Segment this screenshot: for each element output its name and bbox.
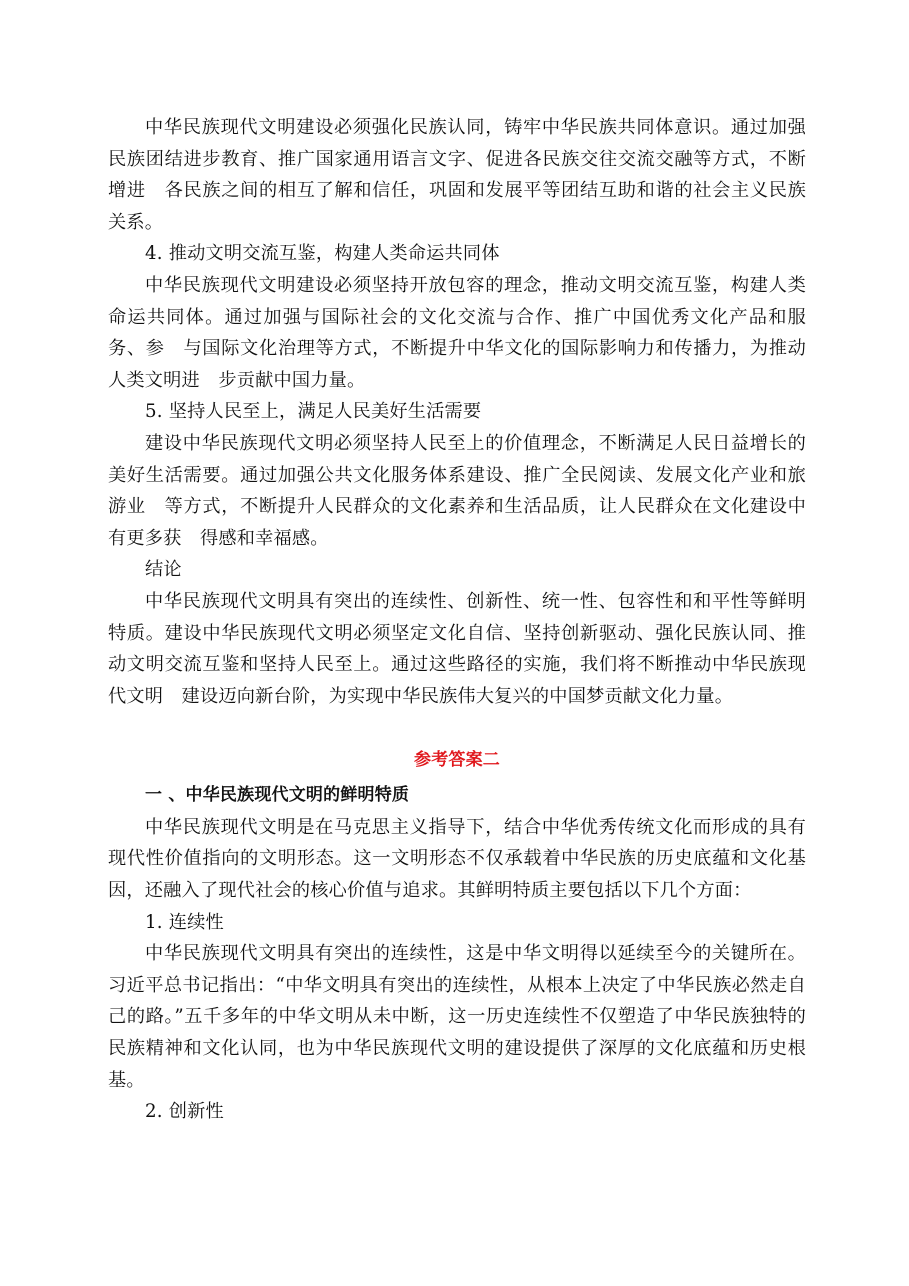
subheading-continuity: 1. 连续性 <box>145 911 224 933</box>
document-body <box>108 112 806 1128</box>
section-title-reference-answer-two: 参考答案二 <box>414 750 500 771</box>
subheading-people-first: 5. 坚持人民至上，满足人民美好生活需要 <box>145 401 482 423</box>
section-heading-distinct-traits: 一 、中华民族现代文明的鲜明特质 <box>145 785 410 806</box>
paragraph-people-first: 建设中华民族现代文明必须坚持人民至上的价值理念，不断满足人民日益增长的美好生活需要。通过加强公共文化服务体系建设、推广全民阅读、发展文化产业和旅游业 等方式，不断提升人民群众的文化素养和生活品质，让人民群众在文化建设中有更多获 得感和幸福感。 <box>108 432 806 549</box>
paragraph-conclusion: 中华民族现代文明具有突出的连续性、创新性、统一性、包容性和和平性等鲜明特质。建设中华民族现代文明必须坚定文化自信、坚持创新驱动、强化民族认同、推动文明交流互鉴和坚持人民至上。通过这些路径的实施，我们将不断推动中华民族现代文明 建设迈向新台阶，为实现中华民族伟大复兴的中国梦贡献文化力量。 <box>108 590 806 707</box>
subheading-conclusion: 结论 <box>145 559 182 581</box>
paragraph-continuity: 中华民族现代文明具有突出的连续性，这是中华文明得以延续至今的关键所在。习近平总书记指出：“中华文明具有突出的连续性，从根本上决定了中华民族必然走自己的路。”五千多年的中华文明从未中断，这一历史连续性不仅塑造了中华民族独特的民族精神和文化认同，也为中华民族现代文明的建设提供了深厚的文化底蕴和历史根基。 <box>108 943 806 1091</box>
subheading-innovation: 2. 创新性 <box>145 1101 224 1123</box>
paragraph-civilization-exchange: 中华民族现代文明建设必须坚持开放包容的理念，推动文明交流互鉴，构建人类命运共同体。通过加强与国际社会的文化交流与合作、推广中国优秀文化产品和服务、参 与国际文化治理等方式，不断提升中华文化的国际影响力和传播力，为推动人类文明进 步贡献中国力量。 <box>108 274 806 391</box>
paragraph-national-identity: 中华民族现代文明建设必须强化民族认同，铸牢中华民族共同体意识。通过加强民族团结进步教育、推广国家通用语言文字、促进各民族交往交流交融等方式，不断增进 各民族之间的相互了解和信任，巩固和发展平等团结互助和谐的社会主义民族关系。 <box>108 117 806 233</box>
paragraph-traits-intro: 中华民族现代文明是在马克思主义指导下，结合中华优秀传统文化而形成的具有现代性价值指向的文明形态。这一文明形态不仅承载着中华民族的历史底蕴和文化基因，还融入了现代社会的核心价值与追求。其鲜明特质主要包括以下几个方面： <box>108 816 806 902</box>
subheading-civilization-exchange: 4. 推动文明交流互鉴，构建人类命运共同体 <box>145 243 500 265</box>
